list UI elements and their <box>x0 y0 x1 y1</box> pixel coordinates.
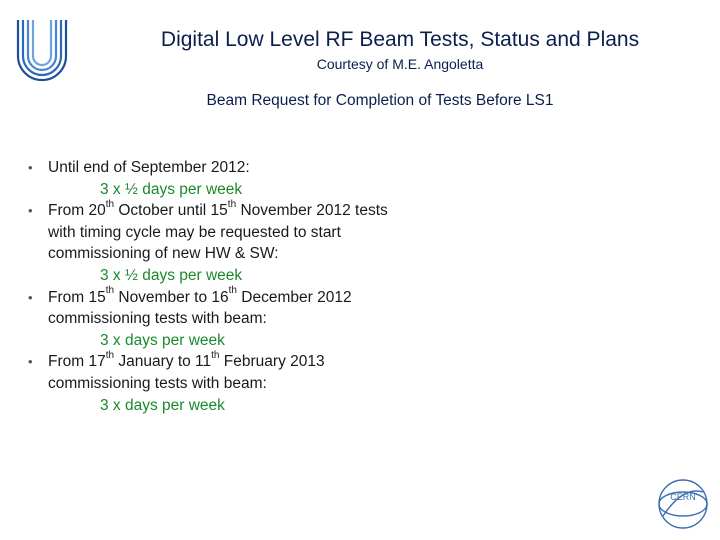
bullet-detail: 3 x days per week <box>100 396 225 414</box>
bullet-item: • From 17th January to 11th February 2013 commissioning tests with beam: 3 x days per week <box>26 351 406 416</box>
bullet-detail: 3 x ½ days per week <box>100 266 243 284</box>
bullet-item: • From 20th October until 15th November 2012 tests with timing cycle may be requested to start commissioning of new HW & SW: 3 x ½ days per week <box>26 200 406 286</box>
bullet-item: • Until end of September 2012: 3 x ½ days per week <box>26 157 406 200</box>
bullet-list <box>26 157 406 416</box>
svg-text:CERN: CERN <box>670 492 696 502</box>
slide-subtitle: Courtesy of M.E. Angoletta <box>316 56 484 72</box>
slide-title: Digital Low Level RF Beam Tests, Status and Plans <box>160 28 640 51</box>
bullet-detail: 3 x days per week <box>100 331 225 349</box>
curved-lines-logo-icon <box>12 18 72 84</box>
section-heading: Beam Request for Completion of Tests Before LS1 <box>206 92 554 109</box>
bullet-detail: 3 x ½ days per week <box>100 180 243 198</box>
bullet-item: • From 15th November to 16th December 2012 commissioning tests with beam: 3 x days per week <box>26 287 406 352</box>
cern-logo-icon <box>655 476 711 532</box>
